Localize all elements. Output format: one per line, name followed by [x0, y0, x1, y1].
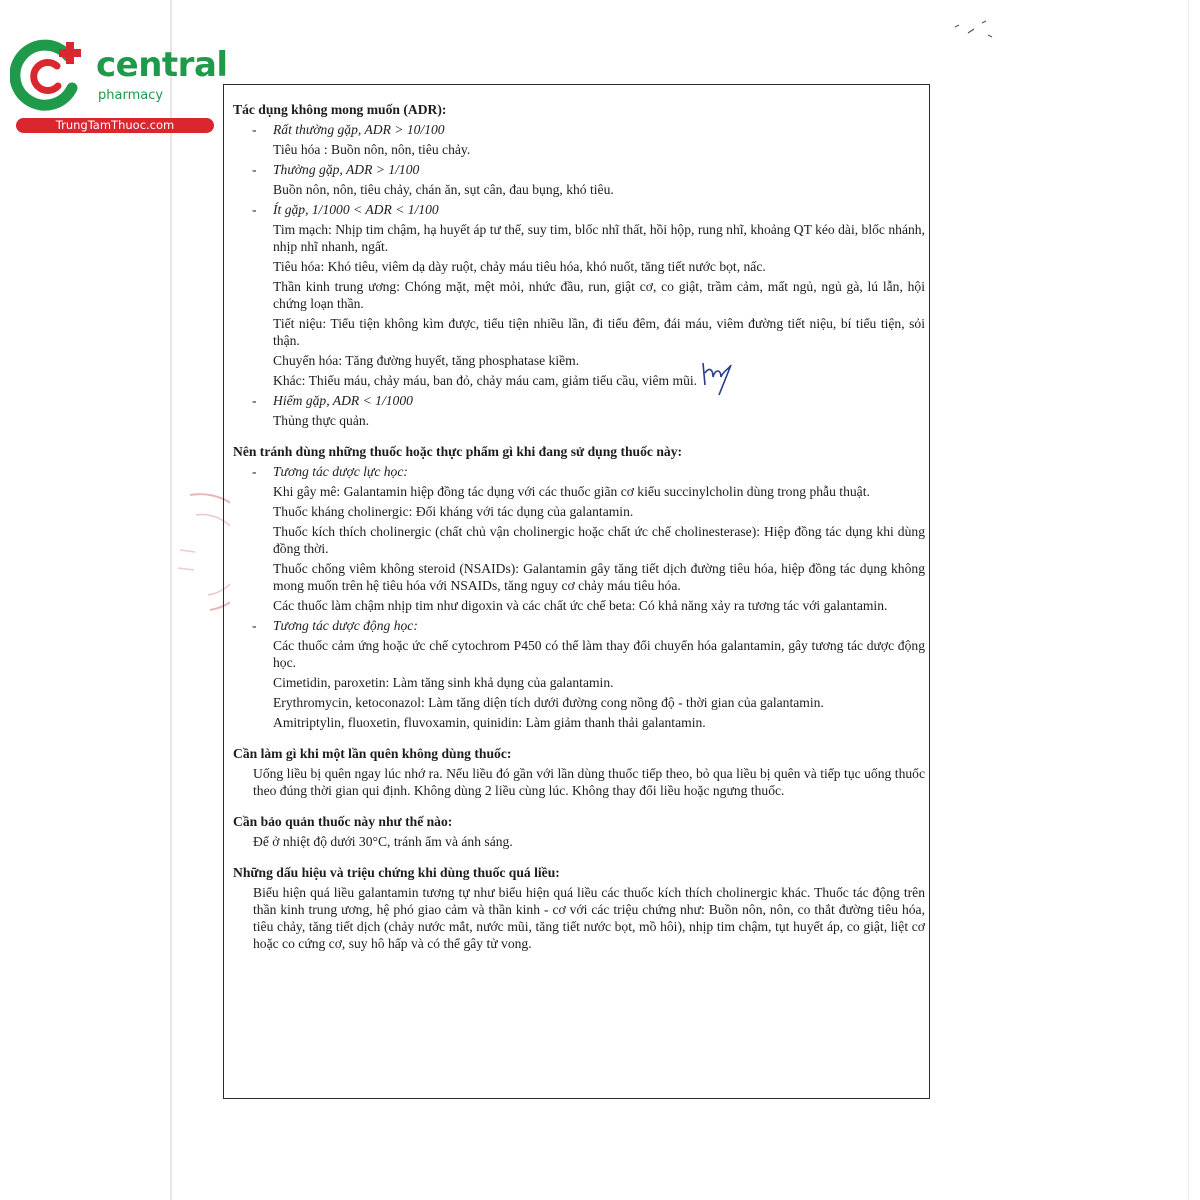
paragraph: Thuốc chống viêm không steroid (NSAIDs): Galantamin gây tăng tiết dịch đường tiêu hóa, hiệp đồng tác dụng không mong muốn trên hệ tiêu hóa với NSAIDs, tăng nguy cơ chảy máu tiêu hóa. [273, 561, 925, 593]
paragraph: Tim mạch: Nhịp tim chậm, hạ huyết áp tư thế, suy tim, blốc nhĩ thất, hồi hộp, rung nhĩ, khoảng QT kéo dài, blốc nhánh, nhịp nhĩ nhanh, ngất. [273, 222, 925, 254]
section-overdose [233, 864, 925, 952]
paragraph: Tiêu hóa: Khó tiêu, viêm dạ dày ruột, chảy máu tiêu hóa, khó nuốt, tăng tiết nước bọt, nấc. [273, 259, 766, 274]
section-adr [233, 101, 925, 429]
paragraph: Amitriptylin, fluoxetin, fluvoxamin, quinidin: Làm giảm thanh thải galantamin. [273, 715, 706, 730]
paragraph: Cimetidin, paroxetin: Làm tăng sinh khả dụng của galantamin. [273, 675, 614, 690]
scan-page-edge-right [1188, 0, 1189, 1200]
list-item: - Tương tác dược lực học: [252, 464, 408, 479]
paragraph: Để ở nhiệt độ dưới 30°C, tránh ẩm và ánh sáng. [253, 834, 513, 849]
leaflet-text-box [223, 84, 930, 1099]
paragraph: Thần kinh trung ương: Chóng mặt, mệt mỏi, nhức đầu, run, giật cơ, co giật, trầm cảm, mất ngủ, ngủ gà, lú lẫn, hội chứng loạn thần. [273, 279, 925, 311]
list-item: - Hiếm gặp, ADR < 1/1000 [252, 393, 413, 408]
paragraph: Thuốc kháng cholinergic: Đối kháng với tác dụng của galantamin. [273, 504, 634, 519]
paragraph: Tiêu hóa : Buồn nôn, nôn, tiêu chảy. [273, 142, 471, 157]
section-heading: Nên tránh dùng những thuốc hoặc thực phẩm gì khi đang sử dụng thuốc này: [233, 444, 683, 459]
paragraph: Chuyển hóa: Tăng đường huyết, tăng phosphatase kiềm. [273, 353, 580, 368]
brand-subtitle: pharmacy [98, 88, 164, 103]
section-missed-dose [233, 745, 925, 799]
brand-name: central [96, 45, 228, 85]
paragraph: Các thuốc cảm ứng hoặc ức chế cytochrom P450 có thể làm thay đổi chuyển hóa galantamin, gây tương tác dược động học. [273, 638, 925, 670]
paragraph: Biểu hiện quá liều galantamin tương tự như biểu hiện quá liều các thuốc kích thích cholinergic khác. Thuốc tác động trên thần kinh trung ương, hệ phó giao cảm và thần kinh - cơ với các triệu chứng như: Buồn nôn, nôn, co thắt đường tiêu hóa, tiêu chảy, tăng tiết dịch (chảy nước mắt, nước mũi, tăng tiết nước bọt, mồ hôi), nhịp tim chậm, tụt huyết áp, co giật, liệt cơ hoặc co cứng cơ, suy hô hấp và có thể gây tử vong. [253, 885, 925, 951]
paragraph: Uống liều bị quên ngay lúc nhớ ra. Nếu liều đó gần với lần dùng thuốc tiếp theo, bỏ qua liều bị quên và tiếp tục uống thuốc theo đúng thời gian qui định. Không dùng 2 liều cùng lúc. Không thay đổi liều hoặc ngưng thuốc. [253, 766, 925, 798]
pharmacy-cross-logo-icon [10, 36, 94, 116]
list-item: - Thường gặp, ADR > 1/100 [252, 162, 420, 177]
section-heading: Những dấu hiệu và triệu chứng khi dùng thuốc quá liều: [233, 865, 560, 880]
list-item: - Tương tác dược động học: [252, 618, 418, 633]
scan-speck-mark [950, 15, 995, 40]
paragraph: Thuốc kích thích cholinergic (chất chủ vận cholinergic hoặc chất ức chế cholinesterase): Hiệp đồng tác dụng khi dùng đồng thời. [273, 524, 925, 556]
paragraph: Erythromycin, ketoconazol: Làm tăng diện tích dưới đường cong nồng độ - thời gian của galantamin. [273, 695, 824, 710]
paragraph: Khác: Thiếu máu, chảy máu, ban đỏ, chảy máu cam, giảm tiểu cầu, viêm mũi. [273, 373, 698, 388]
section-heading: Cần làm gì khi một lần quên không dùng thuốc: [233, 746, 512, 761]
paragraph: Buồn nôn, nôn, tiêu chảy, chán ăn, sụt cân, đau bụng, khó tiêu. [273, 182, 614, 197]
brand-logo-block[interactable] [10, 36, 228, 136]
faded-stamp-seal [150, 490, 230, 620]
list-item: - Ít gặp, 1/1000 < ADR < 1/100 [252, 202, 439, 217]
paragraph: Khi gây mê: Galantamin hiệp đồng tác dụng với các thuốc giãn cơ kiểu succinylcholin dùng trong phẫu thuật. [273, 484, 870, 499]
brand-url-badge[interactable]: TrungTamThuoc.com [16, 118, 214, 133]
paragraph: Thủng thực quản. [273, 413, 370, 428]
section-storage [233, 813, 925, 850]
section-heading: Tác dụng không mong muốn (ADR): [233, 102, 447, 117]
paragraph: Các thuốc làm chậm nhịp tim như digoxin và các chất ức chế beta: Có khả năng xảy ra tương tác với galantamin. [273, 598, 888, 613]
paragraph: Tiết niệu: Tiểu tiện không kìm được, tiểu tiện nhiều lần, đi tiểu đêm, đái máu, viêm đường tiết niệu, bí tiểu tiện, sỏi thận. [273, 316, 925, 348]
section-interactions [233, 443, 925, 731]
list-item: - Rất thường gặp, ADR > 10/100 [252, 122, 445, 137]
section-heading: Cần bảo quản thuốc này như thế nào: [233, 814, 453, 829]
